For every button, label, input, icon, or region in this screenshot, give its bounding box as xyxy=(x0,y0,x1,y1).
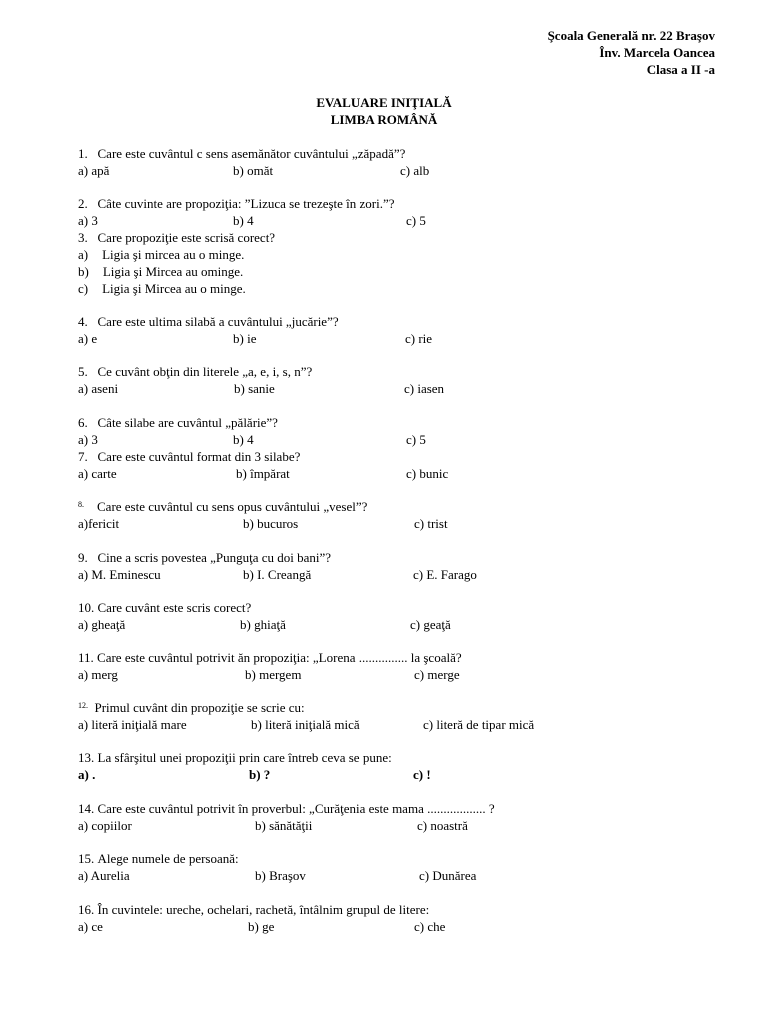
q1-option-b: b) omăt xyxy=(233,163,274,178)
q3-option-c: c) Ligia şi Mircea au o minge. xyxy=(78,281,246,296)
q12-option-c: c) literă de tipar mică xyxy=(423,717,535,732)
q4-option-b: b) ie xyxy=(233,331,257,346)
q15-option-b: b) Braşov xyxy=(255,868,306,883)
q13-option-c: c) ! xyxy=(413,767,431,782)
q13-option-b: b) ? xyxy=(249,767,271,782)
q14-option-b: b) sănătăţii xyxy=(255,818,313,833)
question-6: 6. Câte silabe are cuvântul „pălărie”? xyxy=(78,415,278,430)
q14-option-a: a) copiilor xyxy=(78,818,132,833)
q9-option-a: a) M. Eminescu xyxy=(78,567,161,582)
q1-option-a: a) apă xyxy=(78,163,110,178)
question-7: 7. Care este cuvântul format din 3 silabe? xyxy=(78,449,301,464)
q6-option-b: b) 4 xyxy=(233,432,254,447)
q10-option-c: c) geaţă xyxy=(410,617,451,632)
question-12: $^{12.}$ Primul cuvânt din propoziţie se scrie cu: xyxy=(78,700,305,715)
q2-option-a: a) 3 xyxy=(78,213,98,228)
q4-option-a: a) e xyxy=(78,331,98,346)
question-5: 5. Ce cuvânt obţin din literele „a, e, i, s, n”? xyxy=(78,364,313,379)
question-8: $^{8.}$ Care este cuvântul cu sens opus cuvântului „vesel”? xyxy=(78,499,368,514)
q8-option-c: c) trist xyxy=(414,516,448,531)
q7-option-c: c) bunic xyxy=(406,466,449,481)
q5-option-a: a) aseni xyxy=(78,381,119,396)
teacher-name: Înv. Marcela Oancea xyxy=(599,45,715,60)
q10-option-a: a) gheaţă xyxy=(78,617,126,632)
q15-option-c: c) Dunărea xyxy=(419,868,477,883)
q6-option-c: c) 5 xyxy=(406,432,426,447)
q15-option-a: a) Aurelia xyxy=(78,868,130,883)
q5-option-b: b) sanie xyxy=(234,381,275,396)
question-1: 1. Care este cuvântul c sens asemănător cuvântului „zăpadă”? xyxy=(78,146,406,161)
q2-option-c: c) 5 xyxy=(406,213,426,228)
q2-option-b: b) 4 xyxy=(233,213,254,228)
q8-option-b: b) bucuros xyxy=(243,516,299,531)
q14-option-c: c) noastră xyxy=(417,818,468,833)
page-title: EVALUARE INIŢIALĂ xyxy=(316,95,452,110)
question-14: 14. Care este cuvântul potrivit în proverbul: „Curăţenia este mama .................. ? xyxy=(78,801,495,816)
q1-option-c: c) alb xyxy=(400,163,430,178)
q13-option-a: a) . xyxy=(78,767,96,782)
q16-option-c: c) che xyxy=(414,919,446,934)
question-16: 16. În cuvintele: ureche, ochelari, rachetă, întâlnim grupul de litere: xyxy=(78,902,430,917)
q11-option-b: b) mergem xyxy=(245,667,302,682)
school-name: Şcoala Generală nr. 22 Braşov xyxy=(547,28,715,43)
q10-option-b: b) ghiaţă xyxy=(240,617,286,632)
class-name: Clasa a II -a xyxy=(646,62,715,77)
q6-option-a: a) 3 xyxy=(78,432,98,447)
question-3: 3. Care propoziţie este scrisă corect? xyxy=(78,230,276,245)
q11-option-a: a) merg xyxy=(78,667,118,682)
question-4: 4. Care este ultima silabă a cuvântului „jucărie”? xyxy=(78,314,339,329)
q16-option-b: b) ge xyxy=(248,919,275,934)
question-13: 13. La sfârşitul unei propoziţii prin care întreb ceva se pune: xyxy=(78,750,392,765)
q8-option-a: a)fericit xyxy=(78,516,120,531)
q12-option-b: b) literă iniţială mică xyxy=(251,717,360,732)
q12-option-a: a) literă iniţială mare xyxy=(78,717,187,732)
q4-option-c: c) rie xyxy=(405,331,433,346)
question-11: 11. Care este cuvântul potrivit ăn propoziţia: „Lorena ............... la şcoală? xyxy=(78,650,462,665)
q3-option-a: a) Ligia şi mircea au o minge. xyxy=(78,247,245,262)
q5-option-c: c) iasen xyxy=(404,381,445,396)
q16-option-a: a) ce xyxy=(78,919,103,934)
q11-option-c: c) merge xyxy=(414,667,460,682)
q7-option-b: b) împărat xyxy=(236,466,290,481)
q3-option-b: b) Ligia şi Mircea au ominge. xyxy=(78,264,244,279)
question-10: 10. Care cuvânt este scris corect? xyxy=(78,600,252,615)
page-subtitle: LIMBA ROMÂNĂ xyxy=(330,112,438,127)
q7-option-a: a) carte xyxy=(78,466,117,481)
q9-option-b: b) I. Creangă xyxy=(243,567,312,582)
question-15: 15. Alege numele de persoană: xyxy=(78,851,239,866)
question-9: 9. Cine a scris povestea „Punguţa cu doi bani”? xyxy=(78,550,332,565)
q9-option-c: c) E. Farago xyxy=(413,567,477,582)
question-2: 2. Câte cuvinte are propoziţia: ”Lizuca se trezeşte în zori.”? xyxy=(78,196,395,211)
